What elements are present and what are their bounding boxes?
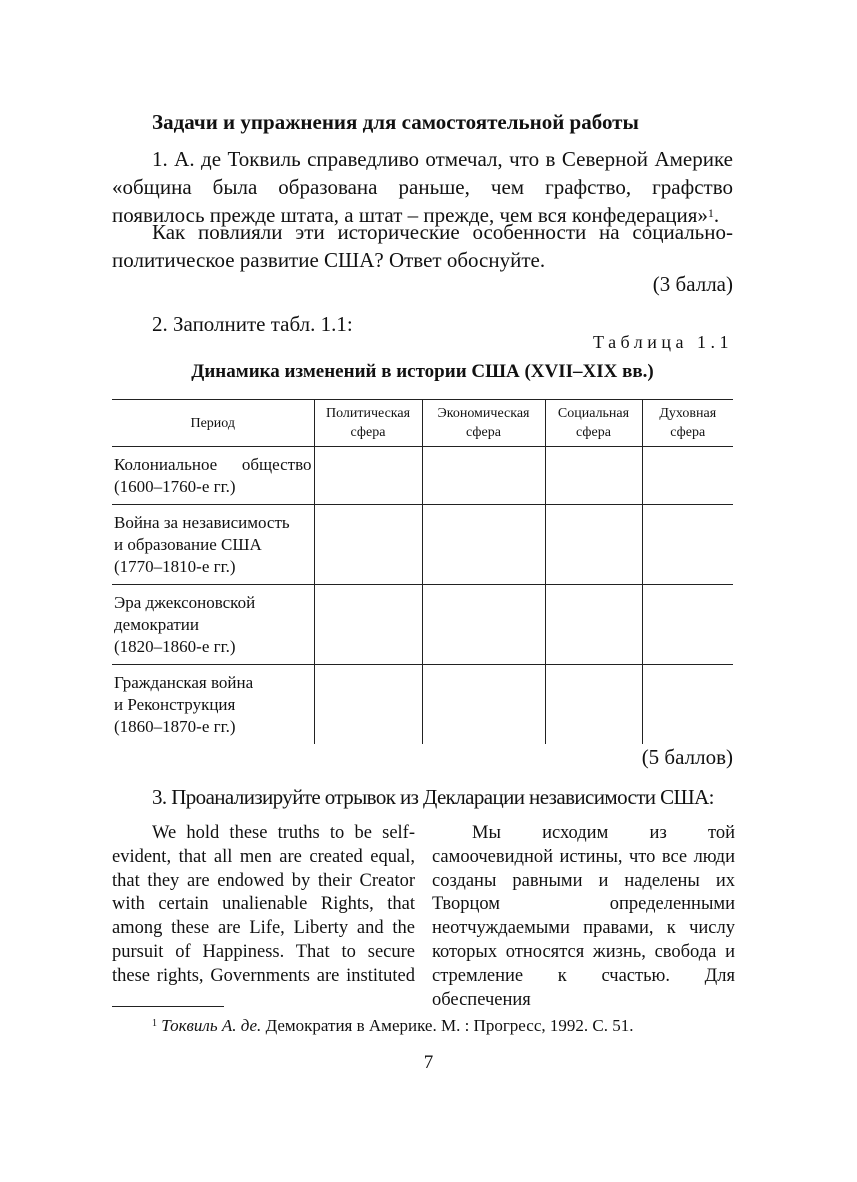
empty-cell[interactable] [314, 585, 422, 665]
period-cell [112, 505, 314, 585]
footnote [152, 1016, 633, 1036]
table-row [112, 585, 733, 665]
period-cell [112, 665, 314, 745]
empty-cell[interactable] [314, 665, 422, 745]
column-header-political: Политическая сфера [314, 400, 422, 447]
table-header-row [112, 400, 733, 447]
declaration-russian [432, 822, 735, 1012]
footnote-source: Демократия в Америке. М. : Прогресс, 1992. С. 51. [265, 1016, 634, 1035]
page-number: 7 [423, 1052, 434, 1073]
history-table [112, 399, 733, 744]
table-row [112, 505, 733, 585]
empty-cell[interactable] [545, 585, 642, 665]
period-line: и Реконструкция [114, 695, 236, 714]
table-row [112, 447, 733, 505]
empty-cell[interactable] [642, 505, 733, 585]
task3-text: 3. Проанализируйте отрывок из Декларации независимости США: [152, 785, 714, 809]
period-line: Эра джексоновской [114, 593, 256, 612]
empty-cell[interactable] [314, 505, 422, 585]
empty-cell[interactable] [545, 447, 642, 505]
footnote-author: Токвиль А. де. [161, 1016, 262, 1035]
declaration-english [112, 822, 415, 989]
empty-cell[interactable] [422, 447, 545, 505]
footnote-mark: 1 [152, 1018, 157, 1029]
task1-question: Как повлияли эти исторические особенности на социально-политическое развитие США? Ответ обоснуйте. [112, 220, 733, 272]
table-row [112, 665, 733, 745]
task2-score: (5 баллов) [641, 745, 733, 769]
empty-cell[interactable] [545, 665, 642, 745]
task1-paragraph: 1. А. де Токвиль справедливо отмечал, что в Северной Америке «община была образована раньше, чем графство, графство появилось прежде штата, а штат – прежде, чем вся конфедерация»$^1$. [112, 147, 733, 227]
table-number: Таблица 1.1 [593, 332, 733, 352]
russian-text: Мы исходим из той самоочевидной истины, что все люди созданы равными и наделены их Творцом определенными неотчуждаемыми правами, к числу которых относятся жизнь, свобода и стремление к счастью. Для обеспечения [432, 823, 735, 1010]
empty-cell[interactable] [642, 665, 733, 745]
period-cell [112, 585, 314, 665]
period-line: (1820–1860-е гг.) [114, 637, 236, 656]
period-line: (1860–1870-е гг.) [114, 717, 236, 736]
empty-cell[interactable] [422, 665, 545, 745]
column-header-social: Социальная сфера [545, 400, 642, 447]
period-line: Гражданская война [114, 673, 254, 692]
period-line: и образование США [114, 535, 262, 554]
section-heading: Задачи и упражнения для самостоятельной работы [152, 110, 639, 134]
period-line: Война за независимость [114, 513, 290, 532]
column-header-spiritual: Духовная сфера [642, 400, 733, 447]
footnote-divider [112, 1006, 224, 1007]
period-line: Колониальное общество [114, 455, 312, 474]
empty-cell[interactable] [642, 585, 733, 665]
empty-cell[interactable] [422, 505, 545, 585]
column-header-economic: Экономическая сфера [422, 400, 545, 447]
task1-score: (3 балла) [652, 272, 733, 296]
period-line: демократии [114, 615, 199, 634]
english-text: We hold these truths to be self-evident, that all men are created equal, that they are endowed by their Creator with certain unalienable Rights, that among these are Life, Liberty and the pursuit of Happiness. That to secure these rights, Governments are instituted [112, 823, 415, 986]
empty-cell[interactable] [422, 585, 545, 665]
task2-text: 2. Заполните табл. 1.1: [152, 312, 353, 336]
period-line: (1600–1760-е гг.) [114, 477, 236, 496]
empty-cell[interactable] [642, 447, 733, 505]
empty-cell[interactable] [545, 505, 642, 585]
table-title: Динамика изменений в истории США (XVII–XIX вв.) [191, 361, 654, 382]
period-line: (1770–1810-е гг.) [114, 557, 236, 576]
empty-cell[interactable] [314, 447, 422, 505]
task1-text: 1. А. де Токвиль справедливо отмечал, что в Северной Америке «община была образована раньше, чем графство, графство появилось прежде штата, а штат – прежде, чем вся конфедерация» [112, 147, 733, 227]
column-header-period: Период [112, 400, 314, 447]
footnote-reference: 1 [707, 206, 714, 220]
period-cell [112, 447, 314, 505]
